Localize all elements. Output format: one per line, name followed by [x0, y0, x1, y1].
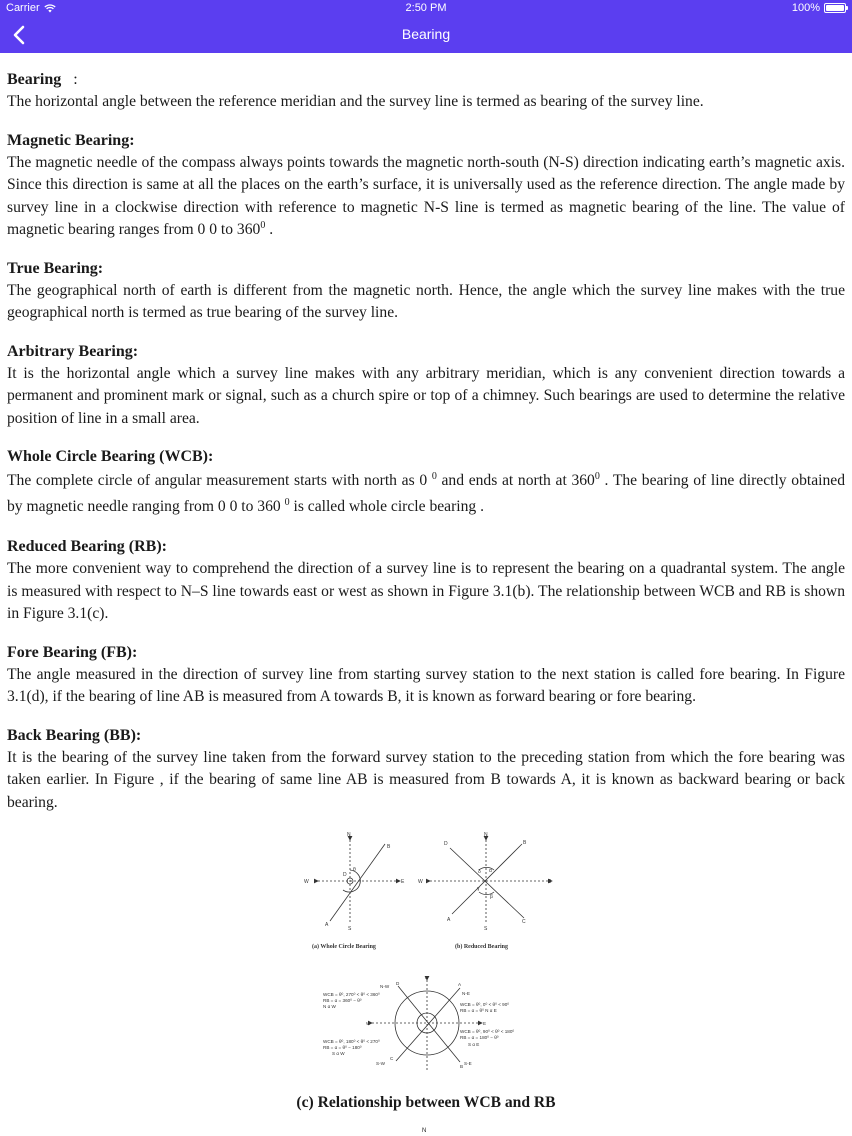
- section-heading: Fore Bearing (FB):: [7, 643, 138, 661]
- nw-line-1: WCB = θ⁰, 270⁰ < θ⁰ < 360⁰: [323, 992, 380, 997]
- section-fore-bearing: [7, 642, 845, 709]
- se-line-3: S α E: [468, 1042, 480, 1047]
- rb-label-c: C: [522, 919, 526, 925]
- rb-label-n: N: [484, 832, 488, 838]
- section-text: The angle measured in the direction of survey line from starting survey station to the next station is called fore bearing. In Figure 3.1(d), if the bearing of line AB is measured from A towards B, it is known as forward bearing or fore bearing.: [7, 665, 845, 705]
- wcb-label-e: E: [401, 879, 405, 885]
- section-text: The magnetic needle of the compass always points towards the magnetic north-south (N-S) direction indicating earth’s magnetic axis. Since this direction is same at all the places on the earth’s surface, it is universally used as the reference direction. The angle made by survey line in a clockwise direction with reference to magnetic N-S line is termed as magnetic bearing of the line. The value of magnetic bearing ranges from 0 0 to $360^0$ .: [7, 153, 845, 238]
- rb-label-alpha: α: [489, 868, 492, 874]
- rb-label-w: W: [418, 879, 423, 885]
- section-heading: Reduced Bearing (RB):: [7, 538, 167, 555]
- rel-label-sw: S-W: [376, 1061, 385, 1066]
- rel-label-n: N: [425, 975, 429, 980]
- rb-label-b: B: [523, 840, 527, 846]
- section-heading: Arbitrary Bearing:: [7, 342, 139, 360]
- section-text: The complete circle of angular measurement starts with north as 0 $^0$ and ends at north at $360^0$ . The bearing of line directly obtained by magnetic needle ranging from 0 0 to 360 $^0$ is called whole circle bearing .: [7, 470, 845, 515]
- next-figure-label: N: [422, 1128, 427, 1134]
- rel-label-e: E: [483, 1021, 487, 1026]
- wcb-diagram: [318, 840, 400, 924]
- section-text: The geographical north of earth is different from the magnetic north. Hence, the angle which the survey line makes with the true geographical north is termed as true bearing of the survey line.: [7, 281, 845, 321]
- wcb-label-n: N: [347, 832, 351, 838]
- wcb-label-theta: θ: [353, 867, 356, 873]
- rel-label-w: W: [366, 1021, 371, 1026]
- section-whole-circle-bearing: [7, 446, 845, 520]
- wcb-label-b: B: [387, 844, 391, 850]
- rb-label-e: E: [548, 879, 552, 885]
- battery-icon: [824, 3, 846, 13]
- section-bearing: [7, 69, 845, 114]
- rb-diagram: [430, 840, 552, 924]
- wcb-label-d: D: [343, 872, 347, 878]
- rel-label-d: D: [396, 981, 400, 986]
- section-heading: Back Bearing (BB):: [7, 726, 142, 744]
- rel-label-nw: N-W: [380, 984, 390, 989]
- battery-percent: 100%: [791, 2, 820, 14]
- sw-line-2: RB = α = θ⁰ − 180⁰: [323, 1045, 362, 1050]
- rb-label-s: S: [484, 926, 488, 932]
- section-back-bearing: [7, 725, 845, 815]
- sw-line-3: S α W: [332, 1051, 345, 1056]
- sw-line-1: WCB = θ⁰, 180⁰ < θ⁰ < 270⁰: [323, 1039, 380, 1044]
- se-line-2: RB = α = 180⁰ − θ⁰: [460, 1035, 499, 1040]
- battery-indicator: [792, 2, 846, 14]
- section-reduced-bearing: [7, 536, 845, 626]
- section-magnetic-bearing: [7, 130, 845, 242]
- section-heading: Magnetic Bearing:: [7, 131, 135, 149]
- section-heading: Whole Circle Bearing (WCB):: [7, 448, 214, 465]
- rb-label-gamma: γ: [477, 886, 480, 892]
- page-title: Bearing: [401, 26, 451, 42]
- rb-label-a: A: [447, 917, 451, 923]
- section-text: The more convenient way to comprehend the direction of a survey line is to represent the bearing on a quadrantal system. The angle is measured with respect to N–S line towards east or west as shown in Figure 3.1(b). The relationship between WCB and RB is shown in Figure 3.1(c).: [7, 560, 845, 622]
- section-text: It is the bearing of the survey line taken from the forward survey station to the preceding station from which the fore bearing was taken earlier. In Figure , if the bearing of same line AB is measured from B towards A, it is known as backward bearing or back bearing.: [7, 748, 845, 811]
- wcb-caption: (a) Whole Circle Bearing: [312, 944, 376, 950]
- section-heading: Bearing :: [7, 71, 78, 88]
- rel-label-b: B: [460, 1064, 464, 1069]
- wcb-label-w: W: [304, 879, 309, 885]
- status-time: 2:50 PM: [405, 2, 447, 14]
- rb-label-d: D: [444, 841, 448, 847]
- wcb-label-s: S: [348, 926, 352, 932]
- rel-label-c: C: [390, 1056, 394, 1061]
- section-arbitrary-bearing: [7, 341, 845, 431]
- carrier-label: Carrier: [6, 2, 40, 14]
- se-line-1: WCB = θ⁰, 90⁰ < θ⁰ < 180⁰: [460, 1029, 515, 1034]
- ne-line-1: WCB = θ⁰, 0⁰ < θ⁰ < 90⁰: [460, 1002, 510, 1007]
- section-true-bearing: [7, 258, 845, 325]
- section-heading: True Bearing:: [7, 259, 104, 277]
- nw-line-3: N α W: [323, 1004, 336, 1009]
- section-text: The horizontal angle between the reference meridian and the survey line is termed as bearing of the survey line.: [7, 93, 704, 110]
- rel-label-se: S-E: [464, 1061, 472, 1066]
- wcb-label-a: A: [325, 922, 329, 928]
- nw-line-2: RB = α = 360⁰ − θ⁰: [323, 998, 362, 1003]
- status-bar: [0, 0, 852, 17]
- bearing-figure: [290, 826, 570, 1076]
- rb-label-delta: δ: [478, 869, 481, 875]
- rb-label-beta: β: [490, 894, 493, 900]
- ne-line-2: RB = α = θ⁰ N α E: [460, 1008, 497, 1013]
- rel-label-ne: N-E: [462, 991, 470, 996]
- figure-caption: (c) Relationship between WCB and RB: [296, 1094, 556, 1111]
- article-content: [0, 53, 852, 814]
- section-text: It is the horizontal angle which a survey line makes with any arbitrary meridian, which is any convenient direction towards a permanent and prominent mark or signal, such as a church spire or top of a chimney. Such bearings are used to determine the relative position of line in a small area.: [7, 364, 845, 427]
- rb-caption: (b) Reduced Bearing: [455, 944, 508, 950]
- rel-label-a: A: [458, 982, 462, 987]
- navigation-bar: [0, 17, 852, 53]
